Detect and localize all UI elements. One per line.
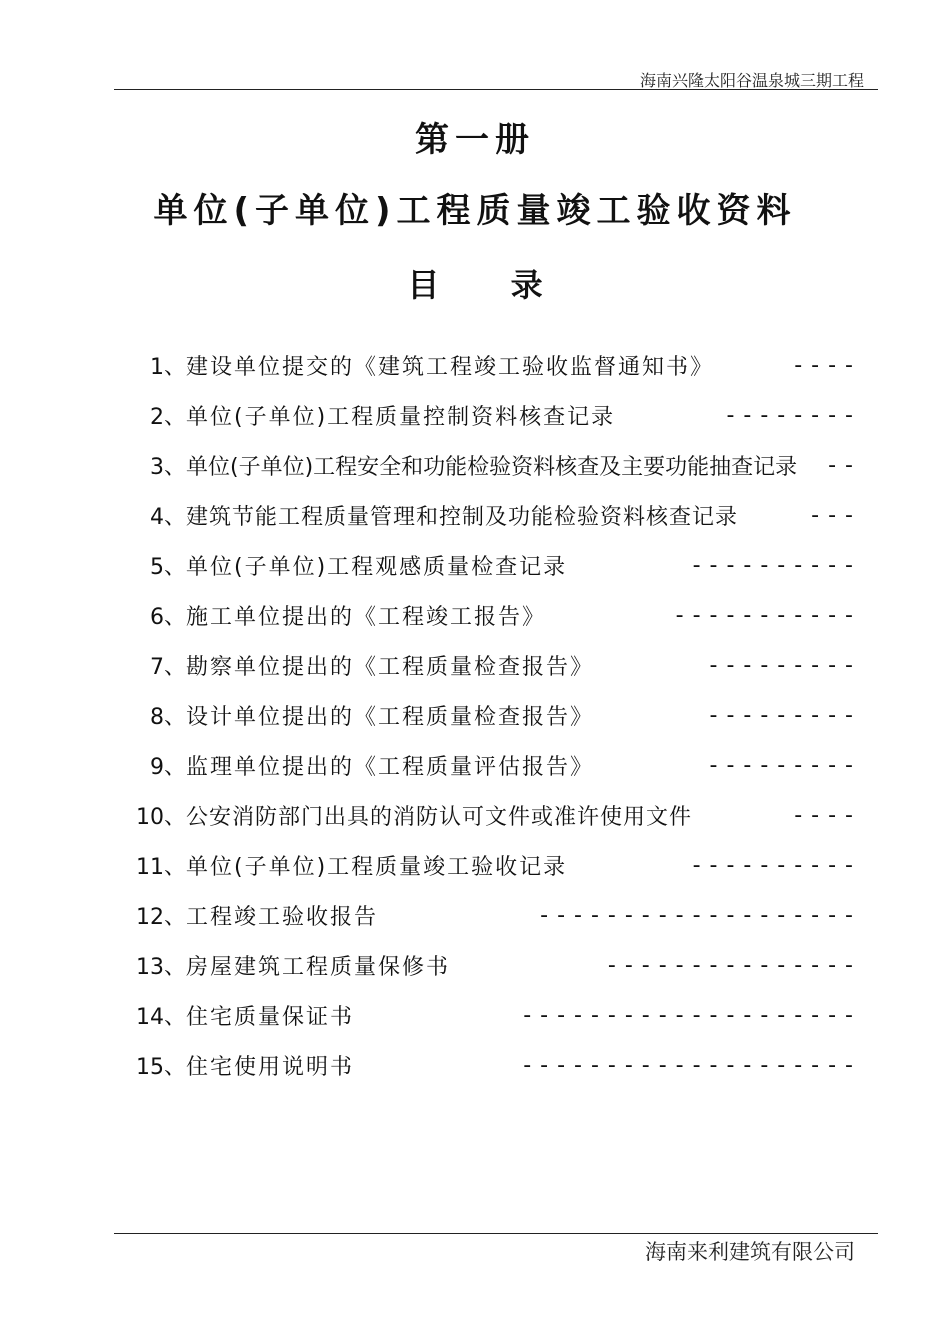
toc-item-text: 单位(子单位)工程观感质量检查记录: [186, 554, 568, 580]
toc-item-leader: ---------: [709, 752, 862, 778]
toc-item-leader: ---------------: [607, 952, 862, 978]
toc-item-text: 勘察单位提出的《工程质量检查报告》: [186, 654, 595, 680]
toc-item: [126, 340, 862, 390]
toc-item: [126, 440, 862, 490]
toc-item-leader: ---: [811, 502, 862, 528]
toc-item-leader: ----------: [692, 552, 862, 578]
toc-item-text: 施工单位提出的《工程竣工报告》: [186, 604, 547, 630]
toc-item-number: 13、: [136, 954, 186, 980]
toc-item-number: 3、: [150, 454, 186, 480]
toc-item-leader: ---------: [709, 702, 862, 728]
toc-item-text: 建设单位提交的《建筑工程竣工验收监督通知书》: [186, 354, 715, 380]
volume-title: 第一册: [415, 120, 535, 160]
toc-item-text: 住宅使用说明书: [186, 1054, 355, 1080]
footer-company-name: 海南来利建筑有限公司: [645, 1240, 855, 1264]
toc-item: [126, 640, 862, 690]
toc-item: [126, 1040, 862, 1090]
toc-item-text: 单位(子单位)工程质量竣工验收记录: [186, 854, 568, 880]
toc-item-leader: -------------------: [540, 902, 862, 928]
toc-item-number: 9、: [150, 754, 186, 780]
toc-item-leader: --: [828, 452, 862, 478]
toc-item-text: 监理单位提出的《工程质量评估报告》: [186, 754, 595, 780]
toc-item-text: 单位(子单位)工程安全和功能检验资料核查及主要功能抽查记录: [186, 454, 798, 480]
toc-item-number: 8、: [150, 704, 186, 730]
toc-item-number: 5、: [150, 554, 186, 580]
toc-item-text: 设计单位提出的《工程质量检查报告》: [186, 704, 595, 730]
toc-item: [126, 790, 862, 840]
toc-item-leader: --------------------: [523, 1002, 862, 1028]
toc-item: [126, 940, 862, 990]
toc-item-number: 2、: [150, 404, 186, 430]
toc-item-text: 工程竣工验收报告: [186, 904, 379, 930]
toc-item-number: 6、: [150, 604, 186, 630]
toc-item-leader: -----------: [675, 602, 862, 628]
toc-item-number: 14、: [136, 1004, 186, 1030]
table-of-contents: [126, 340, 862, 1090]
footer-divider: [114, 1233, 878, 1234]
toc-item: [126, 390, 862, 440]
toc-item-number: 12、: [136, 904, 186, 930]
toc-item: [126, 740, 862, 790]
toc-item: [126, 690, 862, 740]
header-divider: [114, 89, 878, 90]
toc-item: [126, 540, 862, 590]
toc-item-text: 公安消防部门出具的消防认可文件或准许使用文件: [186, 804, 693, 830]
toc-item-number: 4、: [150, 504, 186, 530]
header-project-name: 海南兴隆太阳谷温泉城三期工程: [639, 71, 864, 90]
toc-item-text: 单位(子单位)工程质量控制资料核查记录: [186, 404, 616, 430]
toc-item-leader: ---------: [709, 652, 862, 678]
toc-item: [126, 590, 862, 640]
toc-item-leader: ----: [794, 352, 862, 378]
toc-item-number: 11、: [136, 854, 186, 880]
toc-heading-char-2: 录: [510, 266, 543, 304]
toc-item-number: 10、: [136, 804, 186, 830]
toc-item-text: 房屋建筑工程质量保修书: [186, 954, 451, 980]
toc-item-text: 建筑节能工程质量管理和控制及功能检验资料核查记录: [186, 504, 739, 530]
toc-item-leader: --------------------: [523, 1052, 862, 1078]
toc-item-number: 15、: [136, 1054, 186, 1080]
toc-item: [126, 990, 862, 1040]
toc-item-leader: ----: [794, 802, 862, 828]
toc-item: [126, 840, 862, 890]
toc-item: [126, 490, 862, 540]
toc-heading: [0, 260, 950, 306]
toc-item: [126, 890, 862, 940]
toc-item-leader: --------: [726, 402, 862, 428]
toc-item-leader: ----------: [692, 852, 862, 878]
toc-item-number: 7、: [150, 654, 186, 680]
toc-heading-char-1: 目: [407, 266, 440, 304]
toc-item-number: 1、: [150, 354, 186, 380]
toc-item-text: 住宅质量保证书: [186, 1004, 355, 1030]
main-title: 单位(子单位)工程质量竣工验收资料: [153, 191, 797, 231]
